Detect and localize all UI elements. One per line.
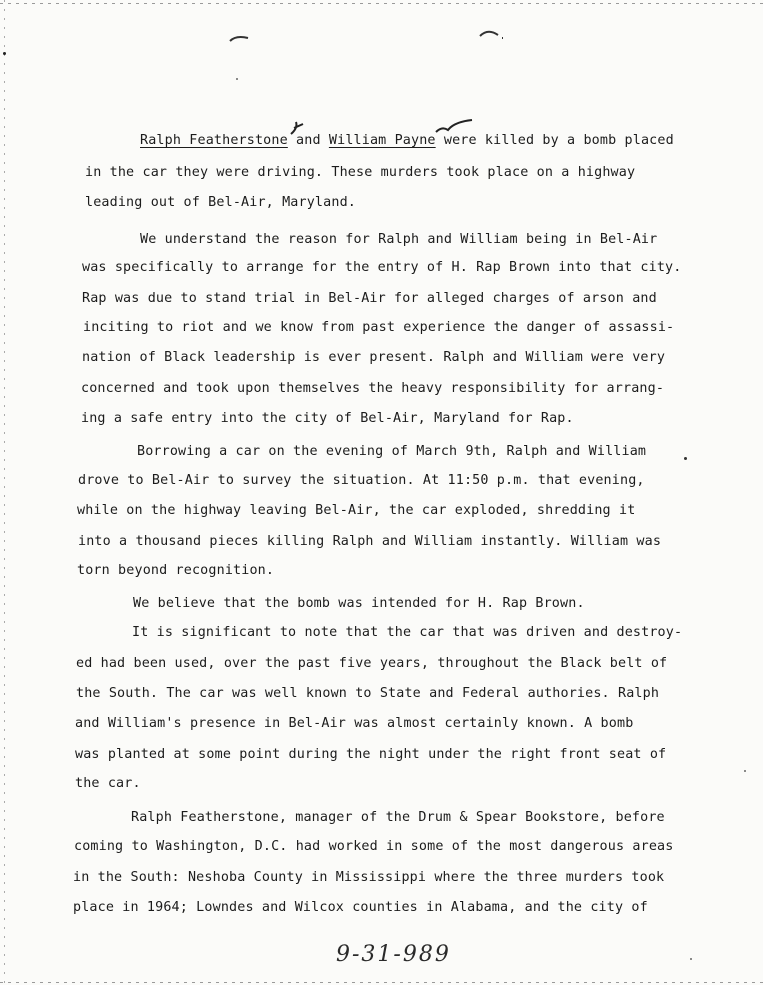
paragraph-3-line: while on the highway leaving Bel-Air, the car exploded, shredding it <box>77 503 636 518</box>
scan-left-edge <box>4 0 5 985</box>
paragraph-5-line: It is significant to note that the car that was driven and destroy- <box>132 625 683 640</box>
paragraph-2-line: Rap was due to stand trial in Bel-Air for alleged charges of arson and <box>82 291 657 306</box>
paragraph-5-line: was planted at some point during the night under the right front seat of <box>75 747 667 762</box>
scan-top-edge <box>0 3 763 4</box>
scan-speck <box>3 52 6 55</box>
paragraph-1-line: in the car they were driving. These murders took place on a highway <box>85 165 636 180</box>
top-mark-left <box>228 32 250 44</box>
paragraph-3-line: drove to Bel-Air to survey the situation. At 11:50 p.m. that evening, <box>78 473 645 488</box>
person-name: William Payne <box>328 133 436 148</box>
top-mark-right <box>478 26 508 42</box>
paragraph-6-line: place in 1964; Lowndes and Wilcox counties in Alabama, and the city of <box>73 900 648 915</box>
paragraph-5-line: ed had been used, over the past five years, throughout the Black belt of <box>76 656 668 671</box>
paragraph-6-line: Ralph Featherstone, manager of the Drum & Spear Bookstore, before <box>131 810 665 825</box>
paragraph-2-line: concerned and took upon themselves the heavy responsibility for arrang- <box>81 381 665 396</box>
scan-speck <box>690 958 692 960</box>
paragraph-1-line <box>140 132 674 150</box>
person-name: Ralph Featherstone <box>140 133 288 148</box>
paragraph-5-line: the car. <box>75 776 141 791</box>
paragraph-1-line: leading out of Bel-Air, Maryland. <box>85 195 356 210</box>
scan-speck <box>744 770 746 772</box>
paragraph-4-line: We believe that the bomb was intended for H. Rap Brown. <box>133 596 585 611</box>
paragraph-2-line: nation of Black leadership is ever present. Ralph and William were very <box>82 350 666 365</box>
paragraph-2-line: was specifically to arrange for the entry of H. Rap Brown into that city. <box>82 260 682 275</box>
paragraph-6-line: in the South: Neshoba County in Mississippi where the three murders took <box>73 870 665 885</box>
handwritten-page-number: 9-31-989 <box>336 942 451 967</box>
paragraph-6-line: coming to Washington, D.C. had worked in some of the most dangerous areas <box>74 839 674 854</box>
text-fragment: were killed by a bomb placed <box>435 133 674 148</box>
scan-speck <box>236 78 238 80</box>
paragraph-2-line: inciting to riot and we know from past experience the danger of assassi- <box>83 320 675 335</box>
paragraph-3-line: torn beyond recognition. <box>77 563 275 578</box>
paragraph-2-line: ing a safe entry into the city of Bel-Air, Maryland for Rap. <box>81 411 574 426</box>
paragraph-2-line: We understand the reason for Ralph and William being in Bel-Air <box>140 232 658 247</box>
scan-bottom-edge <box>0 982 763 983</box>
scan-speck <box>684 457 687 460</box>
paragraph-3-line: into a thousand pieces killing Ralph and William instantly. William was <box>78 534 662 549</box>
paragraph-5-line: the South. The car was well known to State and Federal authories. Ralph <box>76 686 660 701</box>
text-fragment: and <box>287 133 329 148</box>
paragraph-3-line: Borrowing a car on the evening of March 9th, Ralph and William <box>137 444 647 459</box>
paragraph-5-line: and William's presence in Bel-Air was almost certainly known. A bomb <box>75 716 634 731</box>
